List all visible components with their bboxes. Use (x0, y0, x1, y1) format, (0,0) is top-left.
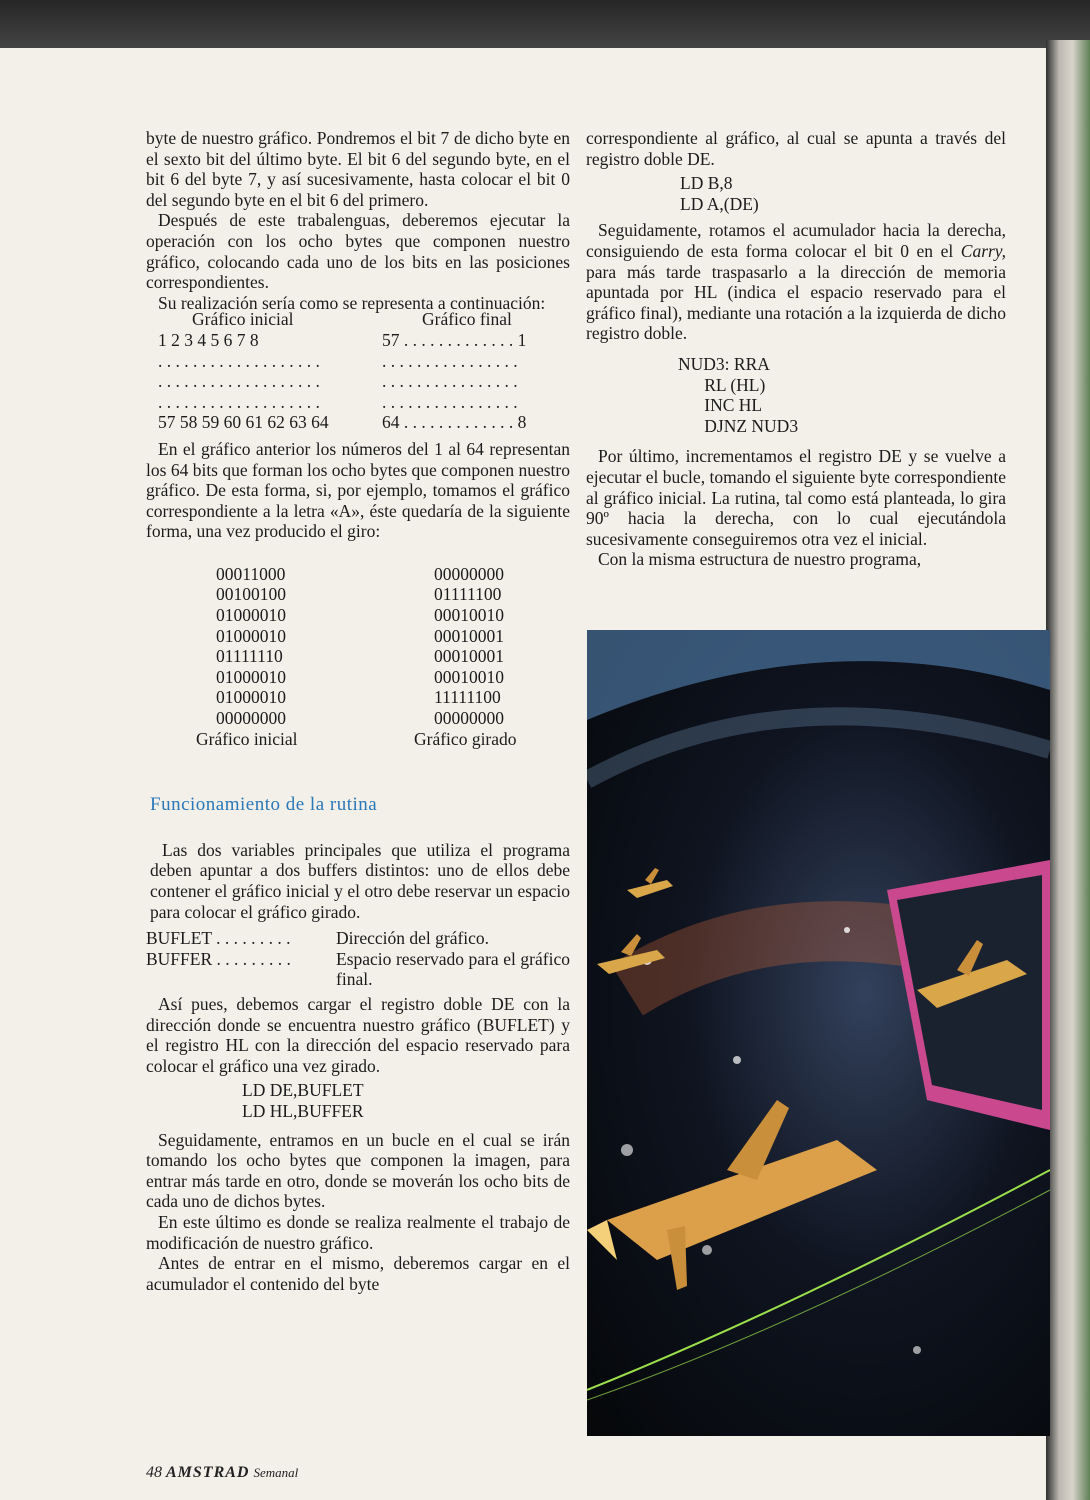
bit-row: 00010001 (434, 646, 504, 667)
bit-row: 01111110 (216, 646, 283, 667)
magazine-subtitle: Semanal (253, 1465, 299, 1480)
table-header-initial: Gráfico inicial (192, 309, 294, 330)
paragraph: byte de nuestro gráfico. Pondremos el bit 7 de dicho byte en el sexto bit del último byte. El bit 6 del segundo byte, en el bit 6 del byte 7, y así sucesivamente, hasta colocar el bit 0 del segundo byte en el bit 6 del primero. (146, 128, 570, 210)
table-cell: 64 . . . . . . . . . . . . . 8 (382, 412, 527, 433)
bit-row: 01000010 (216, 687, 286, 708)
bit-row: 00011000 (216, 563, 286, 584)
illustration-drawing (587, 630, 1050, 1436)
left-column (146, 128, 570, 1294)
bit-position-table (146, 309, 570, 433)
bits-initial-column (146, 564, 434, 749)
bits-rotated-column (414, 563, 570, 749)
code-line: LD A,(DE) (680, 193, 759, 214)
bit-row: 00000000 (216, 708, 286, 729)
table-cell: . . . . . . . . . . . . . . . . (382, 371, 518, 392)
table-cell: . . . . . . . . . . . . . . . . (382, 350, 518, 371)
table-cell: . . . . . . . . . . . . . . . . . . . (158, 371, 320, 392)
caption-rotated: Gráfico girado (414, 728, 517, 749)
caption-initial: Gráfico inicial (196, 728, 298, 749)
bit-pattern-example (146, 564, 570, 749)
paragraph: Con la misma estructura de nuestro programa, (598, 549, 922, 570)
paragraph: Después de este trabalenguas, deberemos ejecutar la operación con los ocho bytes que componen nuestro gráfico, colocando cada uno de los bits en las posiciones correspondientes. (146, 210, 570, 293)
variable-name: BUFFER . . . . . . . . . (146, 948, 291, 969)
paragraph (586, 220, 1006, 344)
code-line: INC HL (678, 395, 763, 416)
right-column (586, 128, 1006, 570)
paragraph: Así pues, debemos cargar el registro doble DE con la dirección donde se encuentra nuestro gráfico (BUFLET) y el registro HL con la dirección del espacio reservado para colocar el gráfico una vez girado. (146, 993, 570, 1076)
bit-row: 00000000 (434, 708, 504, 729)
code-block (586, 173, 1006, 214)
paragraph: Antes de entrar en el mismo, deberemos cargar en el acumulador el contenido del byte (146, 1253, 570, 1294)
page-fold-edge (1046, 40, 1090, 1500)
bit-row: 01000010 (216, 625, 286, 646)
code-block (146, 1080, 570, 1121)
paragraph: En el gráfico anterior los números del 1 al 64 representan los 64 bits que forman los ocho bytes que componen nuestro gráfico. De esta forma, si, por ejemplo, tomamos el gráfico correspondiente a la letra «A», éste quedaría de la siguiente forma, una vez producido el giro: (146, 438, 570, 542)
table-cell: . . . . . . . . . . . . . . . . (382, 391, 518, 412)
section-heading: Funcionamiento de la rutina (150, 794, 378, 816)
table-cell: 57 . . . . . . . . . . . . . 1 (382, 329, 527, 350)
table-cell: . . . . . . . . . . . . . . . . . . . (158, 350, 320, 371)
code-line: NUD3: RRA (678, 353, 770, 374)
code-block (586, 354, 1006, 436)
code-line: DJNZ NUD3 (678, 415, 799, 436)
variable-name: BUFLET . . . . . . . . . (146, 928, 291, 949)
variable-definition (146, 928, 570, 949)
paragraph: Seguidamente, entramos en un bucle en el cual se irán tomando los ocho bytes que componen la imagen, para entrar más tarde en otro, donde se moverán los ocho bits de cada uno de dichos bytes. (146, 1129, 570, 1212)
space-fighters-illustration (587, 630, 1050, 1436)
magazine-name: AMSTRAD (166, 1464, 250, 1481)
table-cell: 1 2 3 4 5 6 7 8 (158, 329, 259, 350)
bit-row: 01000010 (216, 605, 286, 626)
variable-description: Dirección del gráfico. (336, 928, 490, 949)
paragraph: En este último es donde se realiza realmente el trabajo de modificación de nuestro gráfico. (146, 1211, 570, 1253)
bit-row: 00000000 (434, 563, 504, 584)
bit-row: 00100100 (216, 584, 286, 605)
bit-row: 01111100 (434, 584, 502, 605)
table-header-final: Gráfico final (422, 309, 512, 330)
paragraph-text: para más tarde traspasarlo a la dirección de memoria apuntada por HL (indica el espacio reservado para el gráfico final), mediante una rotación a la izquierda de dicho registro doble. (586, 261, 1006, 344)
table-cell: . . . . . . . . . . . . . . . . . . . (158, 391, 320, 412)
code-line: RL (HL) (678, 374, 766, 395)
bit-row: 11111100 (434, 687, 501, 708)
bit-row: 00010001 (434, 625, 504, 646)
paragraph: correspondiente al gráfico, al cual se apunta a través del registro doble DE. (586, 128, 1006, 169)
table-cell: 57 58 59 60 61 62 63 64 (158, 412, 329, 433)
code-line: LD DE,BUFLET (242, 1080, 364, 1101)
paragraph: Su realización sería como se representa a continuación: (158, 292, 546, 313)
code-line: LD HL,BUFFER (242, 1100, 364, 1121)
carry-term: Carry, (960, 240, 1006, 261)
bit-row: 01000010 (216, 666, 286, 687)
bit-row: 00010010 (434, 666, 504, 687)
variable-definition (146, 949, 570, 990)
page-number: 48 (146, 1464, 162, 1481)
variable-description: Espacio reservado para el gráfico final. (336, 948, 570, 990)
paragraph: Las dos variables principales que utiliza el programa deben apuntar a dos buffers distintos: uno de ellos debe contener el gráfico inicial y el otro debe reservar un espacio para colocar el gráfico girado. (150, 839, 570, 922)
page-footer (146, 1464, 298, 1482)
paragraph-text: Seguidamente, rotamos el acumulador hacia la derecha, consiguiendo de esta forma colocar el bit 0 en el (586, 220, 1006, 261)
paragraph: Por último, incrementamos el registro DE y se vuelve a ejecutar el bucle, tomando el siguiente byte correspondiente al gráfico inicial. La rutina, tal como está planteada, lo gira 90º hacia la derecha, con lo cual ejecutándola sucesivamente conseguiremos otra vez el inicial. (586, 446, 1006, 549)
bit-row: 00010010 (434, 605, 504, 626)
code-line: LD B,8 (680, 173, 733, 194)
